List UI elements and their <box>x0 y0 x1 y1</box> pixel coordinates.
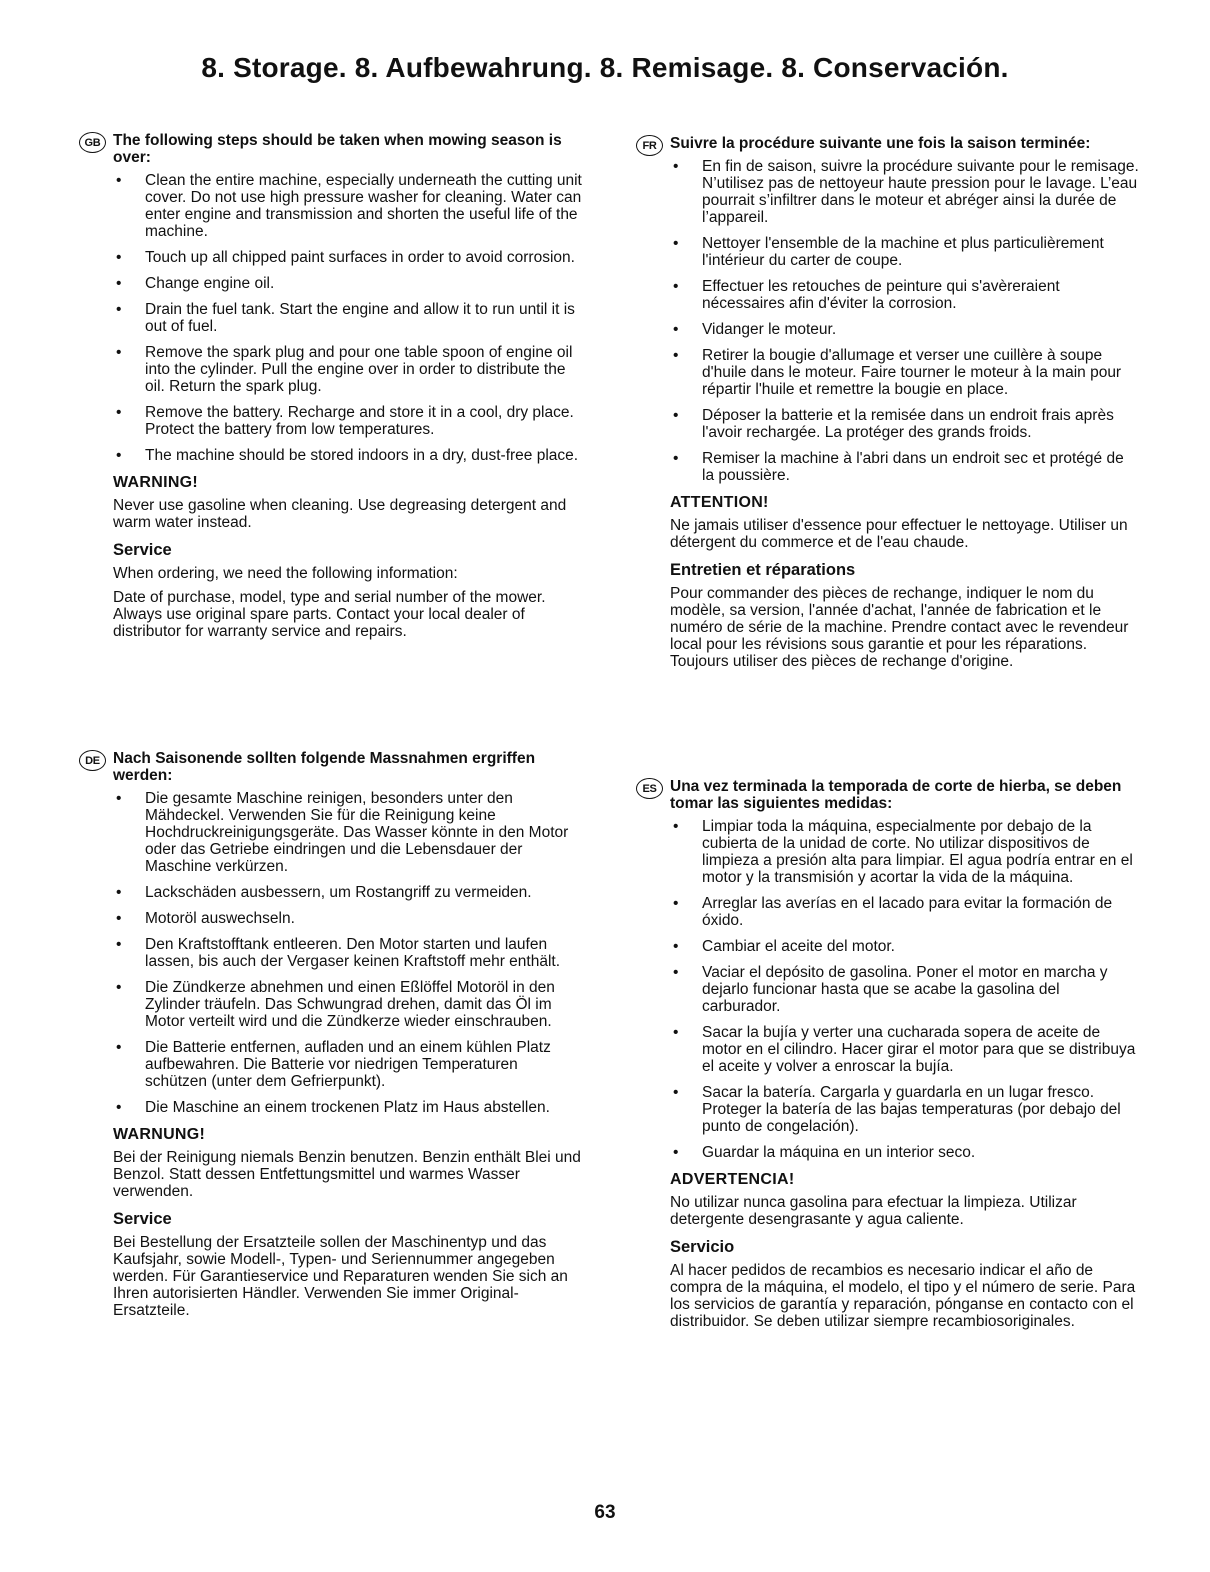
warning-text: Ne jamais utiliser d'essence pour effectuer le nettoyage. Utiliser un détergent du commerce et de l'eau chaude. <box>670 517 1128 551</box>
list-item: • Change engine oil. <box>113 275 583 292</box>
step-list <box>670 158 1140 484</box>
list-item: • Die Zündkerze abnehmen und einen Eßlöffel Motoröl in den Zylinder träufeln. Das Schwungrad drehen, damit das Öl im Motor verteilt wird und die Zündkerze wieder einschrauben. <box>113 979 583 1030</box>
warning-heading: WARNING! <box>113 474 199 491</box>
step-list <box>113 790 583 1116</box>
list-item: • Den Kraftstofftank entleeren. Den Motor starten und laufen lassen, bis auch der Vergaser keinen Kraftstoff mehr enthält. <box>113 936 583 970</box>
list-item: • Remove the battery. Recharge and store it in a cool, dry place. Protect the battery from low temperatures. <box>113 404 583 438</box>
language-badge-de: DE <box>79 750 106 771</box>
warning-heading: ATTENTION! <box>670 494 769 511</box>
list-item: • Guardar la máquina en un interior seco. <box>670 1144 1140 1161</box>
section-fr <box>642 135 1140 677</box>
section-de <box>85 750 583 1326</box>
section-gb <box>84 132 583 647</box>
list-item: • Motoröl auswechseln. <box>113 910 583 927</box>
service-heading: Entretien et réparations <box>670 561 856 579</box>
list-item: • Remiser la machine à l'abri dans un endroit sec et protégé de la poussière. <box>670 450 1140 484</box>
list-item: • Remove the spark plug and pour one table spoon of engine oil into the cylinder. Pull the engine over in order to distribute the oil. Return the spark plug. <box>113 344 583 395</box>
list-item: • Effectuer les retouches de peinture qui s'avèreraient nécessaires afin d'éviter la corrosion. <box>670 278 1140 312</box>
page-number: 63 <box>594 1502 616 1523</box>
language-badge-fr: FR <box>636 135 663 156</box>
list-item: • Vaciar el depósito de gasolina. Poner el motor en marcha y dejarlo funcionar hasta que se acabe la gasolina del carburador. <box>670 964 1140 1015</box>
language-badge-es: ES <box>636 778 663 799</box>
list-item: • Sacar la batería. Cargarla y guardarla en un lugar fresco. Proteger la batería de las bajas temperaturas (por debajo del punto de congelación). <box>670 1084 1140 1135</box>
list-item: • Lackschäden ausbessern, um Rostangriff zu vermeiden. <box>113 884 583 901</box>
page-title: 8. Storage. 8. Aufbewahrung. 8. Remisage. 8. Conservación. <box>201 52 1009 83</box>
section-intro: Una vez terminada la temporada de corte de hierba, se deben tomar las siguientes medidas: <box>670 778 1122 812</box>
warning-heading: WARNUNG! <box>113 1126 206 1143</box>
list-item: • Die gesamte Maschine reinigen, besonders unter den Mähdeckel. Verwenden Sie für die Reinigung keine Hochdruckreinigungsgeräte. Das Wasser könnte in den Motor oder das Getriebe eindringen und die Lebensdauer der Maschine verkürzen. <box>113 790 583 875</box>
list-item: • Touch up all chipped paint surfaces in order to avoid corrosion. <box>113 249 583 266</box>
list-item: • Nettoyer l'ensemble de la machine et plus particulièrement l'intérieur du carter de coupe. <box>670 235 1140 269</box>
list-item: • Die Batterie entfernen, aufladen und an einem kühlen Platz aufbewahren. Die Batterie vor niedrigen Temperaturen schützen (unter dem Gefrierpunkt). <box>113 1039 583 1090</box>
warning-heading: ADVERTENCIA! <box>670 1171 795 1188</box>
list-item: • Vidanger le moteur. <box>670 321 1140 338</box>
list-item: • Déposer la batterie et la remisée dans un endroit frais après l'avoir rechargée. La protéger des grands froids. <box>670 407 1140 441</box>
list-item: • En fin de saison, suivre la procédure suivante pour le remisage. N’utilisez pas de nettoyeur haute pression pour le lavage. L’eau pourrait s’infiltrer dans le moteur et abréger ainsi la durée de l’appareil. <box>670 158 1140 226</box>
warning-text: Bei der Reinigung niemals Benzin benutzen. Benzin enthält Blei und Benzol. Statt dessen Entfettungsmittel und warmes Wasser verwenden. <box>113 1149 581 1200</box>
list-item: • Cambiar el aceite del motor. <box>670 938 1140 955</box>
step-list <box>113 172 583 464</box>
list-item: • Limpiar toda la máquina, especialmente por debajo de la cubierta de la unidad de corte. No utilizar dispositivos de limpieza a presión alta para limpiar. El agua podría entrar en el motor y la transmisión y acortar la vida de la máquina. <box>670 818 1140 886</box>
service-paragraph: When ordering, we need the following information: <box>113 565 458 582</box>
list-item: • Retirer la bougie d'allumage et verser une cuillère à soupe d'huile dans le moteur. Faire tourner le moteur à la main pour répartir l'huile et remettre la bougie en place. <box>670 347 1140 398</box>
language-badge-gb: GB <box>79 132 106 153</box>
warning-text: No utilizar nunca gasolina para efectuar la limpieza. Utilizar detergente desengrasante y agua caliente. <box>670 1194 1077 1228</box>
section-intro: The following steps should be taken when mowing season is over: <box>113 132 562 166</box>
service-heading: Service <box>113 541 172 559</box>
list-item: • Sacar la bujía y verter una cucharada sopera de aceite de motor en el cilindro. Hacer girar el motor para que se distribuya el aceite y volver a enroscar la bujía. <box>670 1024 1140 1075</box>
warning-text: Never use gasoline when cleaning. Use degreasing detergent and warm water instead. <box>113 497 567 531</box>
service-paragraph: Al hacer pedidos de recambios es necesario indicar el año de compra de la máquina, el modelo, el tipo y el número de serie. Para los servicios de garantía y reparación, pónganse en contacto con el distribuidor. Se deben utilizar siempre recambiosoriginales. <box>670 1262 1136 1330</box>
section-es <box>642 778 1140 1337</box>
step-list <box>670 818 1140 1161</box>
service-paragraph: Bei Bestellung der Ersatzteile sollen der Maschinentyp und das Kaufsjahr, sowie Modell-, Typen- und Seriennummer angegeben werden. Für Garantieservice und Reparaturen wenden Sie sich an Ihren autorisierten Händler. Verwenden Sie immer Original-Ersatzteile. <box>113 1234 568 1319</box>
service-paragraph: Pour commander des pièces de rechange, indiquer le nom du modèle, sa version, l'année d'achat, l'année de fabrication et le numéro de série de la machine. Prendre contact avec le revendeur local pour les révisions sous garantie et pour les réparations. Toujours utiliser des pièces de rechange d'origine. <box>670 585 1129 670</box>
service-paragraph: Date of purchase, model, type and serial number of the mower. Always use original spare parts. Contact your local dealer of distributor for warranty service and repairs. <box>113 589 546 640</box>
list-item: • Drain the fuel tank. Start the engine and allow it to run until it is out of fuel. <box>113 301 583 335</box>
list-item: • Die Maschine an einem trockenen Platz im Haus abstellen. <box>113 1099 583 1116</box>
list-item: • Arreglar las averías en el lacado para evitar la formación de óxido. <box>670 895 1140 929</box>
service-heading: Service <box>113 1210 172 1228</box>
section-intro: Suivre la procédure suivante une fois la saison terminée: <box>670 135 1091 152</box>
section-intro: Nach Saisonende sollten folgende Massnahmen ergriffen werden: <box>113 750 536 784</box>
list-item: • The machine should be stored indoors in a dry, dust-free place. <box>113 447 583 464</box>
list-item: • Clean the entire machine, especially underneath the cutting unit cover. Do not use high pressure washer for cleaning. Water can enter engine and transmission and shorten the useful life of the machine. <box>113 172 583 240</box>
service-heading: Servicio <box>670 1238 735 1256</box>
